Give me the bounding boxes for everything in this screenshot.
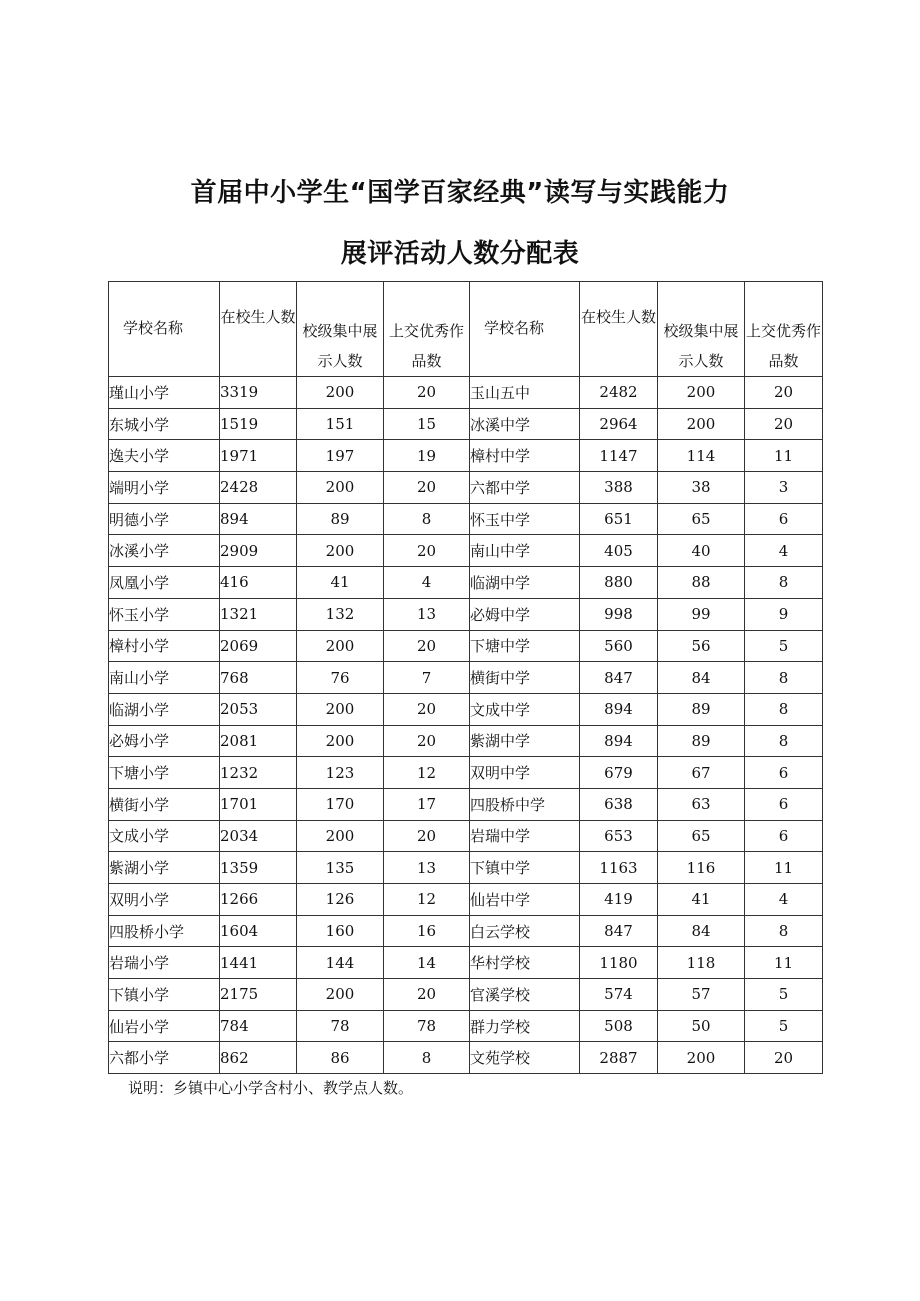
cell-works-right: 3 bbox=[745, 472, 823, 504]
cell-school-name-right: 文苑学校 bbox=[470, 1042, 580, 1074]
cell-school-name-right: 官溪学校 bbox=[470, 979, 580, 1011]
cell-school-name-left: 必姆小学 bbox=[109, 725, 220, 757]
table-header-row bbox=[109, 282, 823, 377]
header-works-right: 上交优秀作品数 bbox=[745, 282, 823, 377]
cell-display-right: 50 bbox=[658, 1010, 745, 1042]
cell-display-left: 170 bbox=[297, 788, 384, 820]
cell-display-left: 89 bbox=[297, 503, 384, 535]
cell-display-right: 114 bbox=[658, 440, 745, 472]
cell-works-left: 20 bbox=[384, 725, 470, 757]
table-row bbox=[109, 852, 823, 884]
cell-display-left: 200 bbox=[297, 535, 384, 567]
cell-enrolled-right: 1180 bbox=[580, 947, 658, 979]
cell-school-name-left: 下塘小学 bbox=[109, 757, 220, 789]
cell-enrolled-right: 880 bbox=[580, 567, 658, 599]
cell-school-name-right: 六都中学 bbox=[470, 472, 580, 504]
cell-works-right: 4 bbox=[745, 535, 823, 567]
cell-works-right: 5 bbox=[745, 1010, 823, 1042]
cell-school-name-left: 文成小学 bbox=[109, 820, 220, 852]
cell-school-name-left: 岩瑞小学 bbox=[109, 947, 220, 979]
cell-school-name-right: 玉山五中 bbox=[470, 377, 580, 409]
cell-school-name-right: 冰溪中学 bbox=[470, 408, 580, 440]
cell-school-name-left: 凤凰小学 bbox=[109, 567, 220, 599]
cell-display-right: 200 bbox=[658, 1042, 745, 1074]
cell-enrolled-right: 405 bbox=[580, 535, 658, 567]
table-row bbox=[109, 567, 823, 599]
cell-works-right: 6 bbox=[745, 788, 823, 820]
cell-enrolled-right: 1163 bbox=[580, 852, 658, 884]
cell-works-right: 11 bbox=[745, 852, 823, 884]
cell-enrolled-right: 847 bbox=[580, 662, 658, 694]
cell-works-right: 5 bbox=[745, 630, 823, 662]
cell-school-name-right: 临湖中学 bbox=[470, 567, 580, 599]
header-school-name-right: 学校名称 bbox=[470, 282, 580, 377]
cell-school-name-right: 樟村中学 bbox=[470, 440, 580, 472]
cell-works-left: 16 bbox=[384, 915, 470, 947]
cell-works-left: 8 bbox=[384, 1042, 470, 1074]
cell-school-name-right: 岩瑞中学 bbox=[470, 820, 580, 852]
cell-school-name-right: 紫湖中学 bbox=[470, 725, 580, 757]
cell-display-right: 116 bbox=[658, 852, 745, 884]
cell-works-right: 20 bbox=[745, 408, 823, 440]
cell-school-name-left: 下镇小学 bbox=[109, 979, 220, 1011]
cell-display-left: 123 bbox=[297, 757, 384, 789]
cell-enrolled-right: 653 bbox=[580, 820, 658, 852]
cell-works-right: 8 bbox=[745, 567, 823, 599]
cell-enrolled-right: 998 bbox=[580, 598, 658, 630]
cell-display-right: 57 bbox=[658, 979, 745, 1011]
cell-works-left: 20 bbox=[384, 630, 470, 662]
table-row bbox=[109, 503, 823, 535]
table-row bbox=[109, 884, 823, 916]
cell-works-right: 9 bbox=[745, 598, 823, 630]
cell-display-right: 118 bbox=[658, 947, 745, 979]
cell-works-left: 13 bbox=[384, 852, 470, 884]
cell-enrolled-left: 894 bbox=[220, 503, 297, 535]
cell-enrolled-right: 560 bbox=[580, 630, 658, 662]
cell-works-right: 5 bbox=[745, 979, 823, 1011]
table-row bbox=[109, 693, 823, 725]
cell-works-left: 20 bbox=[384, 472, 470, 504]
cell-enrolled-right: 2482 bbox=[580, 377, 658, 409]
cell-enrolled-left: 416 bbox=[220, 567, 297, 599]
cell-works-right: 8 bbox=[745, 915, 823, 947]
cell-school-name-left: 临湖小学 bbox=[109, 693, 220, 725]
cell-school-name-right: 下塘中学 bbox=[470, 630, 580, 662]
cell-school-name-left: 仙岩小学 bbox=[109, 1010, 220, 1042]
table-row bbox=[109, 1042, 823, 1074]
cell-display-right: 56 bbox=[658, 630, 745, 662]
cell-school-name-right: 怀玉中学 bbox=[470, 503, 580, 535]
cell-works-left: 7 bbox=[384, 662, 470, 694]
header-works-left: 上交优秀作品数 bbox=[384, 282, 470, 377]
cell-school-name-left: 樟村小学 bbox=[109, 630, 220, 662]
header-display-left: 校级集中展示人数 bbox=[297, 282, 384, 377]
cell-display-right: 200 bbox=[658, 408, 745, 440]
cell-works-left: 8 bbox=[384, 503, 470, 535]
cell-school-name-left: 六都小学 bbox=[109, 1042, 220, 1074]
cell-works-right: 6 bbox=[745, 503, 823, 535]
cell-enrolled-left: 2034 bbox=[220, 820, 297, 852]
document-title-line-2: 展评活动人数分配表 bbox=[340, 239, 580, 269]
cell-display-left: 160 bbox=[297, 915, 384, 947]
header-enrolled-right: 在校生人数 bbox=[580, 282, 658, 377]
cell-enrolled-right: 894 bbox=[580, 725, 658, 757]
cell-school-name-right: 双明中学 bbox=[470, 757, 580, 789]
cell-display-left: 200 bbox=[297, 820, 384, 852]
cell-display-right: 41 bbox=[658, 884, 745, 916]
cell-display-right: 200 bbox=[658, 377, 745, 409]
document-title-line-1: 首届中小学生“国学百家经典”读写与实践能力 bbox=[190, 178, 730, 208]
cell-display-left: 197 bbox=[297, 440, 384, 472]
table-row bbox=[109, 377, 823, 409]
cell-school-name-right: 华村学校 bbox=[470, 947, 580, 979]
cell-works-left: 15 bbox=[384, 408, 470, 440]
cell-works-right: 6 bbox=[745, 757, 823, 789]
cell-enrolled-left: 1604 bbox=[220, 915, 297, 947]
cell-display-left: 135 bbox=[297, 852, 384, 884]
cell-works-left: 20 bbox=[384, 820, 470, 852]
cell-school-name-left: 瑾山小学 bbox=[109, 377, 220, 409]
cell-enrolled-left: 862 bbox=[220, 1042, 297, 1074]
cell-enrolled-left: 1519 bbox=[220, 408, 297, 440]
cell-school-name-right: 横街中学 bbox=[470, 662, 580, 694]
cell-display-left: 200 bbox=[297, 979, 384, 1011]
cell-works-right: 20 bbox=[745, 1042, 823, 1074]
cell-works-left: 78 bbox=[384, 1010, 470, 1042]
cell-school-name-right: 下镇中学 bbox=[470, 852, 580, 884]
cell-works-right: 6 bbox=[745, 820, 823, 852]
cell-display-left: 132 bbox=[297, 598, 384, 630]
cell-enrolled-left: 2175 bbox=[220, 979, 297, 1011]
cell-enrolled-left: 1232 bbox=[220, 757, 297, 789]
cell-school-name-right: 南山中学 bbox=[470, 535, 580, 567]
cell-enrolled-left: 1971 bbox=[220, 440, 297, 472]
cell-enrolled-left: 784 bbox=[220, 1010, 297, 1042]
table-row bbox=[109, 820, 823, 852]
cell-display-right: 84 bbox=[658, 915, 745, 947]
cell-display-right: 89 bbox=[658, 693, 745, 725]
cell-display-right: 88 bbox=[658, 567, 745, 599]
table-row bbox=[109, 979, 823, 1011]
cell-works-left: 12 bbox=[384, 757, 470, 789]
cell-school-name-left: 横街小学 bbox=[109, 788, 220, 820]
cell-works-left: 20 bbox=[384, 693, 470, 725]
cell-school-name-left: 东城小学 bbox=[109, 408, 220, 440]
cell-display-right: 89 bbox=[658, 725, 745, 757]
cell-works-right: 11 bbox=[745, 440, 823, 472]
cell-enrolled-left: 1266 bbox=[220, 884, 297, 916]
cell-works-left: 20 bbox=[384, 535, 470, 567]
cell-enrolled-right: 894 bbox=[580, 693, 658, 725]
cell-display-right: 40 bbox=[658, 535, 745, 567]
cell-school-name-left: 南山小学 bbox=[109, 662, 220, 694]
table-row bbox=[109, 440, 823, 472]
header-display-right: 校级集中展示人数 bbox=[658, 282, 745, 377]
cell-works-left: 20 bbox=[384, 377, 470, 409]
table-row bbox=[109, 947, 823, 979]
cell-display-left: 41 bbox=[297, 567, 384, 599]
table-row bbox=[109, 1010, 823, 1042]
cell-works-right: 8 bbox=[745, 725, 823, 757]
cell-works-left: 14 bbox=[384, 947, 470, 979]
cell-display-left: 126 bbox=[297, 884, 384, 916]
cell-school-name-left: 明德小学 bbox=[109, 503, 220, 535]
cell-works-left: 20 bbox=[384, 979, 470, 1011]
cell-school-name-right: 文成中学 bbox=[470, 693, 580, 725]
cell-works-right: 8 bbox=[745, 693, 823, 725]
cell-works-left: 4 bbox=[384, 567, 470, 599]
table-body bbox=[109, 377, 823, 1074]
cell-display-right: 63 bbox=[658, 788, 745, 820]
cell-enrolled-left: 3319 bbox=[220, 377, 297, 409]
cell-school-name-left: 双明小学 bbox=[109, 884, 220, 916]
cell-works-left: 13 bbox=[384, 598, 470, 630]
cell-school-name-right: 仙岩中学 bbox=[470, 884, 580, 916]
cell-school-name-right: 群力学校 bbox=[470, 1010, 580, 1042]
cell-school-name-right: 白云学校 bbox=[470, 915, 580, 947]
cell-enrolled-right: 679 bbox=[580, 757, 658, 789]
cell-works-right: 8 bbox=[745, 662, 823, 694]
table-row bbox=[109, 535, 823, 567]
table-row bbox=[109, 472, 823, 504]
cell-enrolled-left: 2909 bbox=[220, 535, 297, 567]
cell-display-left: 200 bbox=[297, 472, 384, 504]
cell-display-left: 78 bbox=[297, 1010, 384, 1042]
cell-display-right: 38 bbox=[658, 472, 745, 504]
table-row bbox=[109, 630, 823, 662]
cell-works-right: 11 bbox=[745, 947, 823, 979]
cell-display-left: 144 bbox=[297, 947, 384, 979]
cell-enrolled-left: 1441 bbox=[220, 947, 297, 979]
cell-enrolled-right: 651 bbox=[580, 503, 658, 535]
cell-school-name-left: 端明小学 bbox=[109, 472, 220, 504]
allocation-table bbox=[108, 281, 823, 1074]
cell-display-left: 76 bbox=[297, 662, 384, 694]
cell-enrolled-left: 768 bbox=[220, 662, 297, 694]
cell-display-left: 86 bbox=[297, 1042, 384, 1074]
table-row bbox=[109, 662, 823, 694]
cell-enrolled-left: 2428 bbox=[220, 472, 297, 504]
cell-school-name-right: 必姆中学 bbox=[470, 598, 580, 630]
cell-school-name-left: 紫湖小学 bbox=[109, 852, 220, 884]
cell-enrolled-right: 847 bbox=[580, 915, 658, 947]
cell-enrolled-right: 1147 bbox=[580, 440, 658, 472]
cell-display-right: 67 bbox=[658, 757, 745, 789]
cell-school-name-left: 怀玉小学 bbox=[109, 598, 220, 630]
table-row bbox=[109, 408, 823, 440]
cell-enrolled-right: 419 bbox=[580, 884, 658, 916]
cell-enrolled-right: 388 bbox=[580, 472, 658, 504]
cell-enrolled-left: 2053 bbox=[220, 693, 297, 725]
cell-works-right: 20 bbox=[745, 377, 823, 409]
cell-enrolled-right: 2887 bbox=[580, 1042, 658, 1074]
table-row bbox=[109, 598, 823, 630]
cell-school-name-left: 四股桥小学 bbox=[109, 915, 220, 947]
cell-display-left: 200 bbox=[297, 630, 384, 662]
table-row bbox=[109, 788, 823, 820]
cell-display-right: 99 bbox=[658, 598, 745, 630]
cell-works-left: 17 bbox=[384, 788, 470, 820]
cell-display-right: 65 bbox=[658, 820, 745, 852]
cell-enrolled-right: 574 bbox=[580, 979, 658, 1011]
cell-display-left: 200 bbox=[297, 377, 384, 409]
cell-enrolled-right: 2964 bbox=[580, 408, 658, 440]
cell-works-left: 19 bbox=[384, 440, 470, 472]
cell-enrolled-left: 1701 bbox=[220, 788, 297, 820]
cell-display-right: 84 bbox=[658, 662, 745, 694]
cell-enrolled-left: 1359 bbox=[220, 852, 297, 884]
cell-school-name-left: 逸夫小学 bbox=[109, 440, 220, 472]
table-row bbox=[109, 757, 823, 789]
cell-enrolled-left: 2081 bbox=[220, 725, 297, 757]
cell-display-right: 65 bbox=[658, 503, 745, 535]
cell-enrolled-left: 1321 bbox=[220, 598, 297, 630]
header-school-name-left: 学校名称 bbox=[109, 282, 220, 377]
cell-enrolled-left: 2069 bbox=[220, 630, 297, 662]
cell-display-left: 151 bbox=[297, 408, 384, 440]
header-enrolled-left: 在校生人数 bbox=[220, 282, 297, 377]
cell-display-left: 200 bbox=[297, 693, 384, 725]
cell-school-name-left: 冰溪小学 bbox=[109, 535, 220, 567]
cell-works-left: 12 bbox=[384, 884, 470, 916]
cell-works-right: 4 bbox=[745, 884, 823, 916]
footnote: 说明：乡镇中心小学含村小、教学点人数。 bbox=[128, 1079, 414, 1097]
cell-display-left: 200 bbox=[297, 725, 384, 757]
cell-enrolled-right: 638 bbox=[580, 788, 658, 820]
cell-enrolled-right: 508 bbox=[580, 1010, 658, 1042]
table-row bbox=[109, 915, 823, 947]
cell-school-name-right: 四股桥中学 bbox=[470, 788, 580, 820]
table-row bbox=[109, 725, 823, 757]
